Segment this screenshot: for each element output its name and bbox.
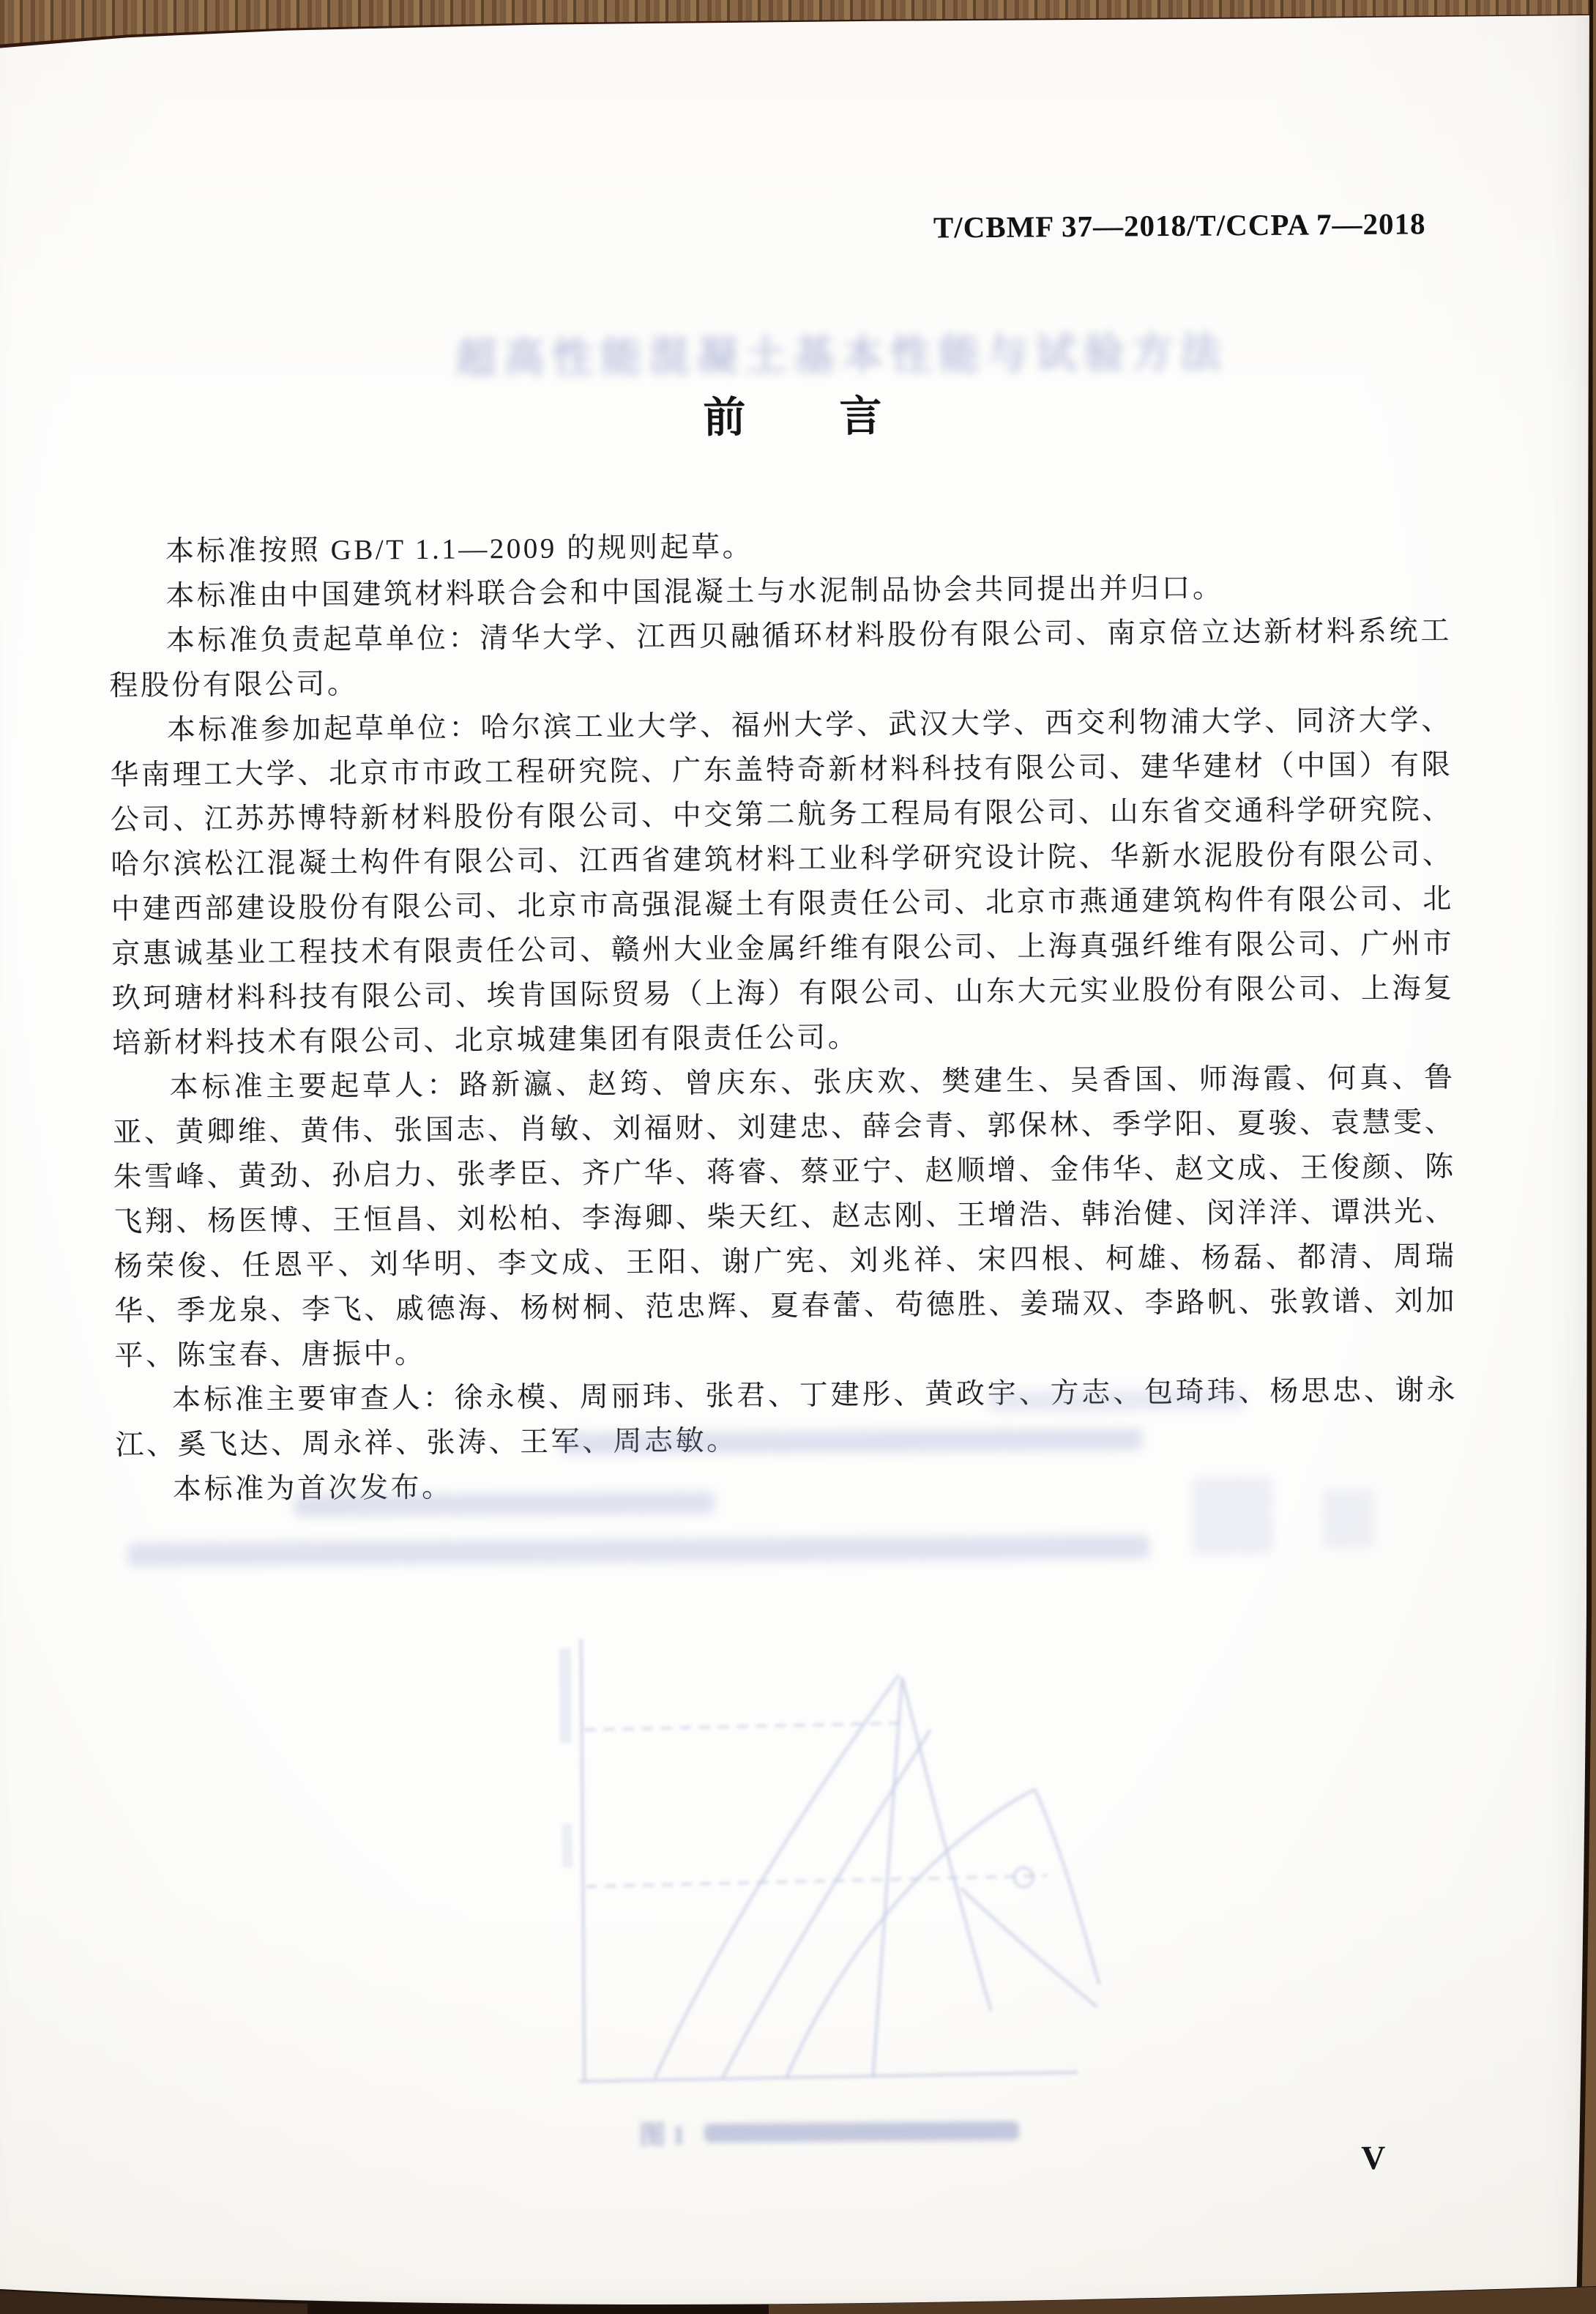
- page-number: V: [1361, 2138, 1386, 2177]
- foreword-paragraph: 本标准主要起草人：路新瀛、赵筠、曾庆东、张庆欢、樊建生、吴香国、师海霞、何真、鲁亚、黄卿维、黄伟、张国志、肖敏、刘福财、刘建忠、薛会青、郭保林、季学阳、夏骏、袁慧雯、朱雪峰、黄劲、孙启力、张孝臣、齐广华、蒋睿、蔡亚宁、赵顺增、金伟华、赵文成、王俊颜、陈飞翔、杨医博、王恒昌、刘松柏、李海卿、柴天红、赵志刚、王增浩、韩治健、闵洋洋、谭洪光、杨荣俊、任恩平、刘华明、李文成、王阳、谢广宪、刘兆祥、宋四根、柯雄、杨磊、都清、周瑞华、季龙泉、李飞、戚德海、杨树桐、范忠辉、夏春蕾、苟德胜、姜瑞双、李路帆、张敦谱、刘加平、陈宝春、唐振中。: [113, 1061, 1458, 1372]
- ghost-text-blot: [1322, 1489, 1374, 1549]
- foreword-body: [108, 519, 1458, 1512]
- ghost-text-blot: [1192, 1477, 1273, 1555]
- bottom-edge: [0, 2282, 1596, 2314]
- ghost-chart: [548, 1600, 1108, 2117]
- foreword-paragraph: 本标准按照 GB/T 1.1—2009 的规则起草。: [165, 531, 754, 568]
- ghost-text-line: [294, 1492, 715, 1517]
- foreword-paragraph: 本标准负责起草单位：清华大学、江西贝融循环材料股份有限公司、南京倍立达新材料系统工程股份有限公司。: [109, 614, 1453, 702]
- ghost-figure-caption: 图 1: [639, 2112, 1019, 2152]
- foreword-paragraph: 本标准主要审查人：徐永模、周丽玮、张君、丁建彤、黄政宇、方志、包琦玮、杨思忠、谢永江、奚飞达、周永祥、张涛、王军、周志敏。: [115, 1374, 1458, 1462]
- foreword-paragraph: 本标准参加起草单位：哈尔滨工业大学、福州大学、武汉大学、西交利物浦大学、同济大学、华南理工大学、北京市市政工程研究院、广东盖特奇新材料科技有限公司、建华建材（中国）有限公司、江苏苏博特新材料股份有限公司、中交第二航务工程局有限公司、山东省交通科学研究院、哈尔滨松江混凝土构件有限公司、江西省建筑材料工业科学研究设计院、华新水泥股份有限公司、中建西部建设股份有限公司、北京市高强混凝土有限责任公司、北京市燕通建筑构件有限公司、北京惠诚基业工程技术有限责任公司、赣州大业金属纤维有限公司、上海真强纤维有限公司、广州市玖珂瑭材料科技有限公司、埃肯国际贸易（上海）有限公司、山东大元实业股份有限公司、上海复培新材料技术有限公司、北京城建集团有限责任公司。: [110, 704, 1455, 1060]
- page-title: 前 言: [703, 393, 885, 442]
- foreword-paragraph: 本标准为首次发布。: [172, 1471, 453, 1506]
- ghost-caption-tail: [704, 2121, 1019, 2142]
- right-edge-spine: [1573, 0, 1596, 2314]
- ghost-standard-title: 超高性能混凝土基本性能与试验方法: [455, 329, 1229, 382]
- standard-code: T/CBMF 37—2018/T/CCPA 7—2018: [933, 207, 1426, 245]
- ghost-text-line: [988, 1389, 1245, 1412]
- ghost-text-line: [128, 1535, 1149, 1566]
- ghost-text-line: [560, 1428, 1142, 1454]
- foreword-paragraph: 本标准由中国建筑材料联合会和中国混凝土与水泥制品协会共同提出并归口。: [165, 572, 1224, 612]
